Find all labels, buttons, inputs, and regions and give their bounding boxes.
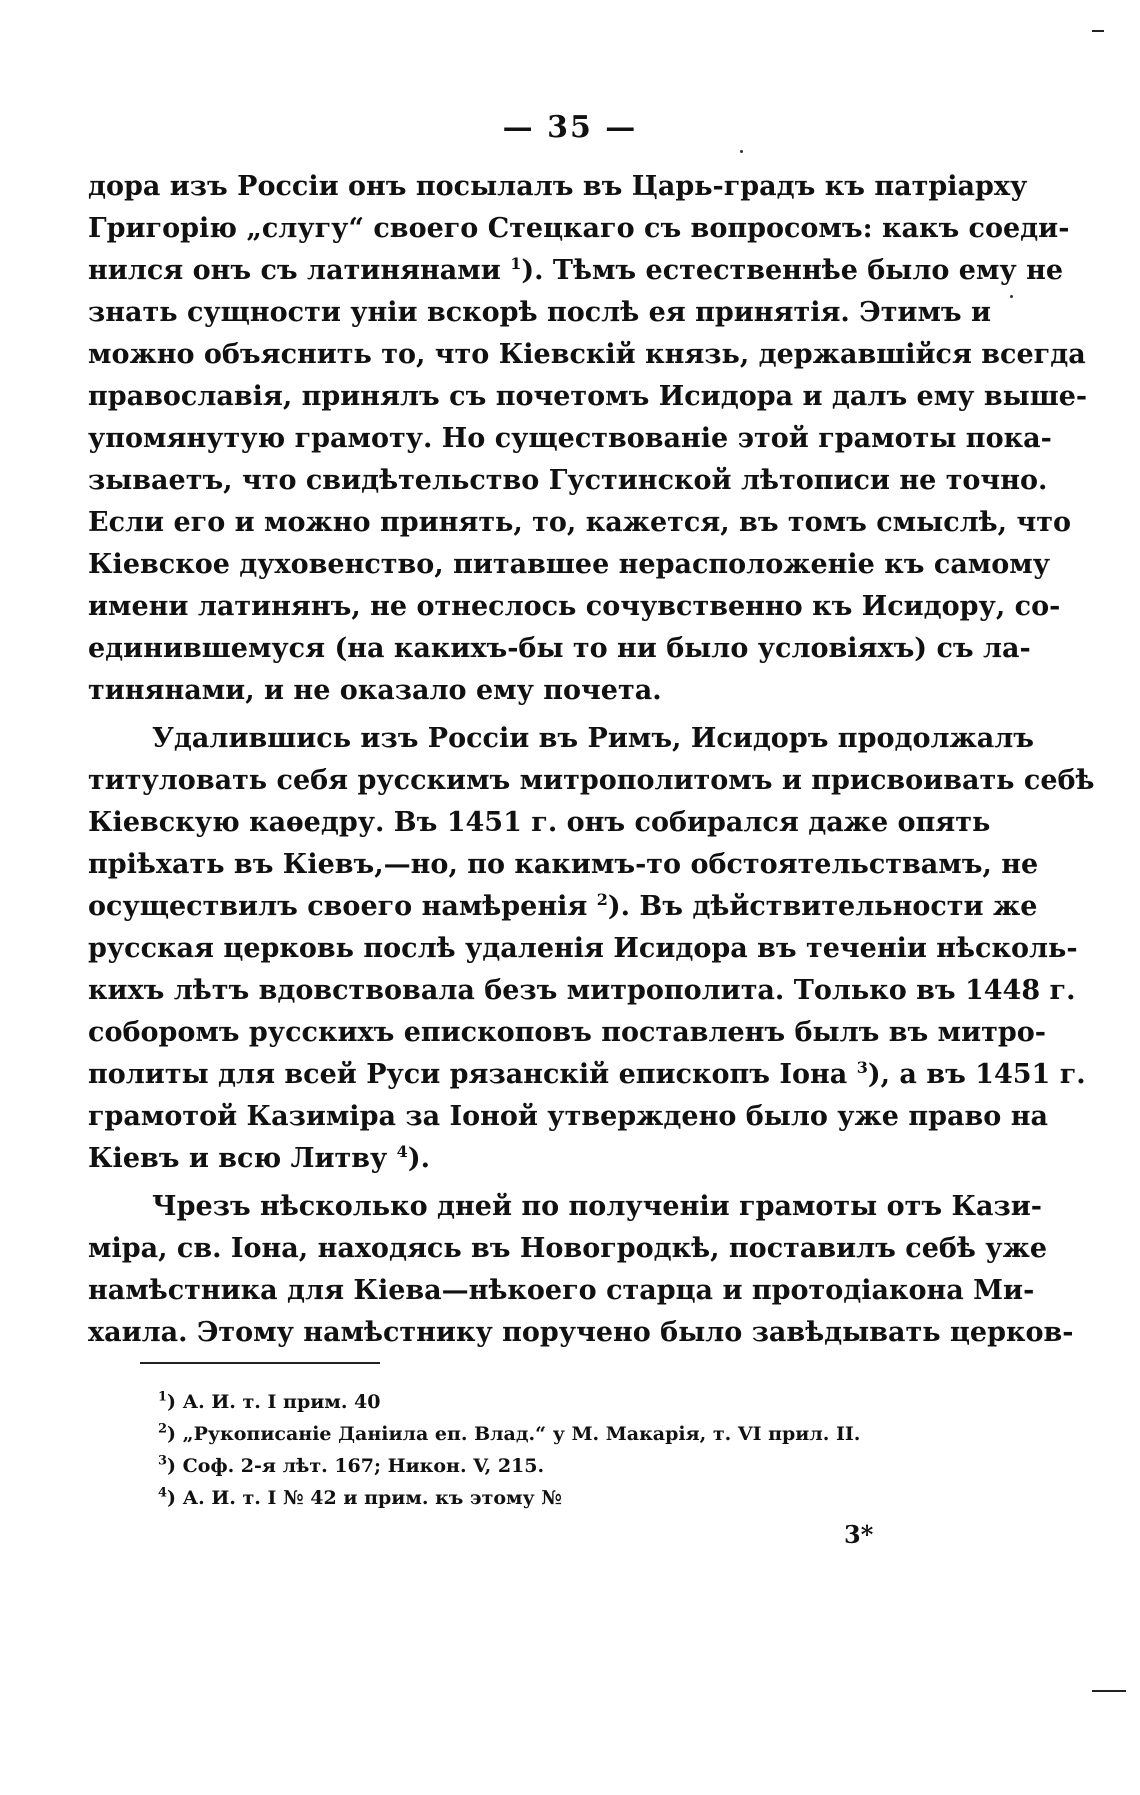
text-line: міра, св. Іона, находясь въ Новогродкѣ, поставилъ себѣ уже xyxy=(88,1233,1048,1264)
text-line: осуществилъ своего намѣренія $^2$). Въ дѣйствительности же xyxy=(88,890,1038,922)
text-line: русская церковь послѣ удаленія Исидора въ теченіи нѣсколь- xyxy=(88,933,1078,964)
text-line: Чрезъ нѣсколько дней по полученіи грамоты отъ Кази- xyxy=(152,1191,1042,1222)
signature-mark: 3* xyxy=(844,1520,874,1549)
text-line: соборомъ русскихъ епископовъ поставленъ былъ въ митро- xyxy=(88,1017,1046,1048)
footnotes xyxy=(158,1386,918,1514)
text-line: титуловать себя русскимъ митрополитомъ и присвоивать себѣ xyxy=(88,765,1095,796)
text-line: Григорію „слугу“ своего Стецкаго съ вопросомъ: какъ соеди- xyxy=(88,213,1070,244)
text-line: дора изъ Россіи онъ посылалъ въ Царь-градъ къ патріарху xyxy=(88,171,1028,202)
footnote-rule xyxy=(140,1362,380,1364)
scan-speck xyxy=(740,150,743,153)
text-line: знать сущности уніи вскорѣ послѣ ея принятія. Этимъ и xyxy=(88,297,992,328)
text-line: грамотой Казиміра за Іоной утверждено было уже право на xyxy=(88,1101,1048,1132)
text-line: тинянами, и не оказало ему почета. xyxy=(88,675,662,706)
page-number: — 35 — xyxy=(502,110,638,145)
text-line: упомянутую грамоту. Но существованіе этой грамоты пока- xyxy=(88,423,1052,454)
text-line: Кіевскую каѳедру. Въ 1451 г. онъ собирался даже опять xyxy=(88,807,991,838)
text-line: пріѣхать въ Кіевъ,—но, по какимъ-то обстоятельствамъ, не xyxy=(88,849,1039,880)
scan-mark xyxy=(1092,30,1104,32)
scan-speck xyxy=(1010,295,1013,298)
footnote: $^3$) Соф. 2-я лѣт. 167; Никон. V, 215. xyxy=(158,1453,545,1477)
scan-mark xyxy=(1092,1690,1126,1692)
text-line: намѣстника для Кіева—нѣкоего старца и протодіакона Ми- xyxy=(88,1275,1035,1306)
text-line: единившемуся (на какихъ-бы то ни было условіяхъ) съ ла- xyxy=(88,633,1031,664)
text-line: хаила. Этому намѣстнику поручено было завѣдывать церков- xyxy=(88,1317,1074,1348)
text-line: православія, принялъ съ почетомъ Исидора и далъ ему выше- xyxy=(88,381,1088,412)
body-text xyxy=(88,166,1095,1354)
footnote: $^2$) „Рукописаніе Даніила еп. Влад.“ у М. Макарія, т. VI прил. II. xyxy=(158,1421,861,1445)
footnote-ref: 4 xyxy=(396,1142,408,1161)
footnote: $^4$) А. И. т. I № 42 и прим. къ этому № xyxy=(158,1485,562,1509)
footnote-ref: 3 xyxy=(856,1058,868,1077)
footnote-ref: 2 xyxy=(596,890,608,909)
text-line: Кіевъ и всю Литву $^4$). xyxy=(88,1142,430,1174)
footnote-ref: 1 xyxy=(510,254,522,273)
text-line: Если его и можно принять, то, кажется, въ томъ смыслѣ, что xyxy=(88,507,1071,538)
text-line: Удалившись изъ Россіи въ Римъ, Исидоръ продолжалъ xyxy=(152,723,1035,754)
footnote: $^1$) А. И. т. I прим. 40 xyxy=(158,1389,381,1413)
text-line: Кіевское духовенство, питавшее нерасположеніе къ самому xyxy=(88,549,1051,580)
text-line: нился онъ съ латинянами $^1$). Тѣмъ естественнѣе было ему не xyxy=(88,254,1064,286)
text-line: кихъ лѣтъ вдовствовала безъ митрополита. Только въ 1448 г. xyxy=(88,975,1076,1006)
text-line: можно объяснить то, что Кіевскій князь, державшійся всегда xyxy=(88,339,1086,370)
text-line: имени латинянъ, не отнеслось сочувственно къ Исидору, со- xyxy=(88,591,1061,622)
text-line: зываетъ, что свидѣтельство Густинской лѣтописи не точно. xyxy=(88,465,1048,496)
text-line: политы для всей Руси рязанскій епископъ Іона $^3$), а въ 1451 г. xyxy=(88,1058,1086,1090)
